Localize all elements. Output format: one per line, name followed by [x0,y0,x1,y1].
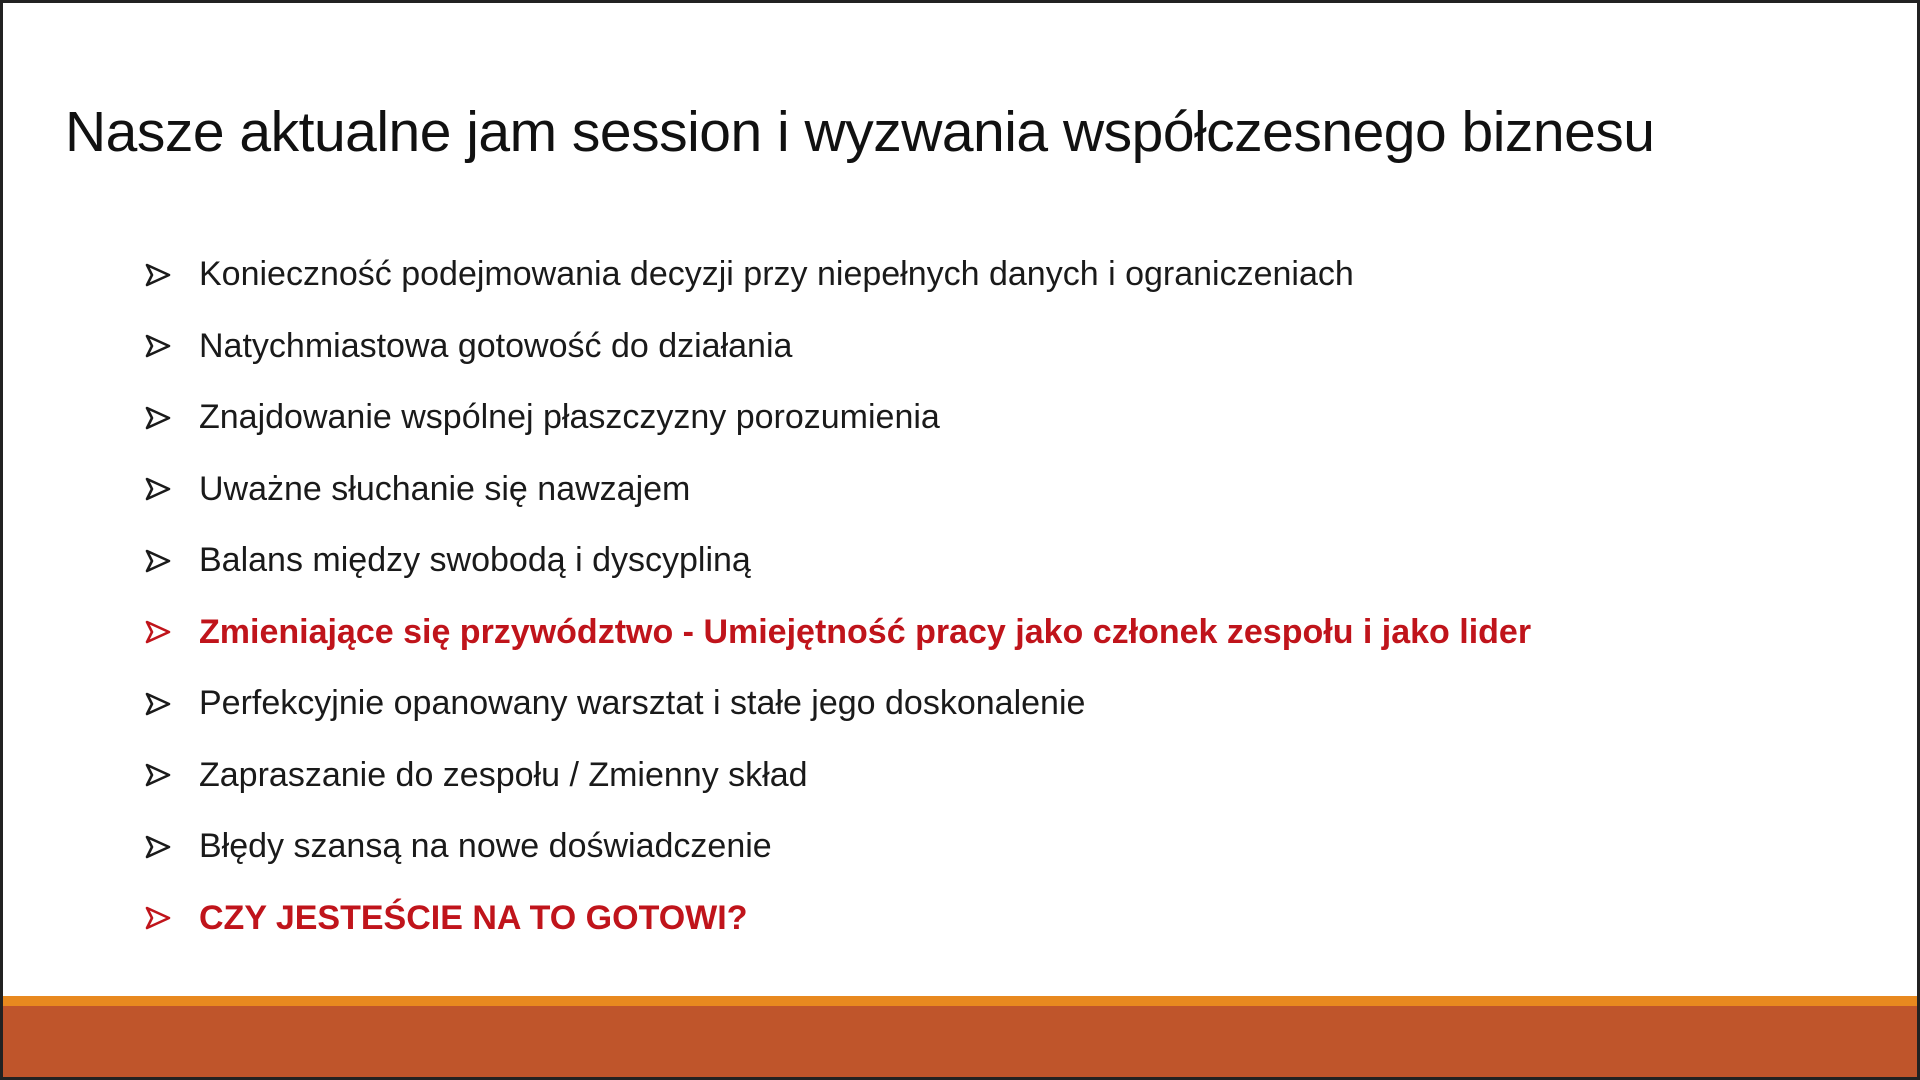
bullet-item [145,883,1531,955]
bullet-item [145,811,1531,883]
arrowhead-icon [145,476,199,502]
footer-bar [3,1006,1917,1080]
bullet-item [145,525,1531,597]
bullet-text: CZY JESTEŚCIE NA TO GOTOWI? [199,898,748,937]
arrowhead-icon [145,262,199,288]
footer-accent-stripe [3,996,1917,1006]
bullet-item [145,668,1531,740]
arrowhead-icon [145,548,199,574]
arrowhead-icon [145,905,199,931]
bullet-text: Błędy szansą na nowe doświadczenie [199,827,772,866]
bullet-item [145,239,1531,311]
bullet-item [145,454,1531,526]
slide-title: Nasze aktualne jam session i wyzwania współczesnego biznesu [65,100,1655,164]
arrowhead-icon [145,762,199,788]
arrowhead-icon [145,619,199,645]
bullet-item [145,382,1531,454]
arrowhead-icon [145,333,199,359]
arrowhead-icon [145,834,199,860]
bullet-text: Zmieniające się przywództwo - Umiejętność pracy jako członek zespołu i jako lider [199,612,1532,651]
bullet-text: Natychmiastowa gotowość do działania [199,326,793,365]
bullet-item [145,311,1531,383]
bullet-text: Balans między swobodą i dyscypliną [199,541,751,580]
bullet-text: Znajdowanie wspólnej płaszczyzny porozumienia [199,398,940,437]
bullet-item [145,740,1531,812]
bullet-list [145,239,1531,954]
bullet-item [145,597,1531,669]
bullet-text: Perfekcyjnie opanowany warsztat i stałe jego doskonalenie [199,684,1086,723]
bullet-text: Konieczność podejmowania decyzji przy niepełnych danych i ograniczeniach [199,255,1354,294]
arrowhead-icon [145,691,199,717]
bullet-text: Uważne słuchanie się nawzajem [199,469,691,508]
arrowhead-icon [145,405,199,431]
bullet-text: Zapraszanie do zespołu / Zmienny skład [199,755,808,794]
